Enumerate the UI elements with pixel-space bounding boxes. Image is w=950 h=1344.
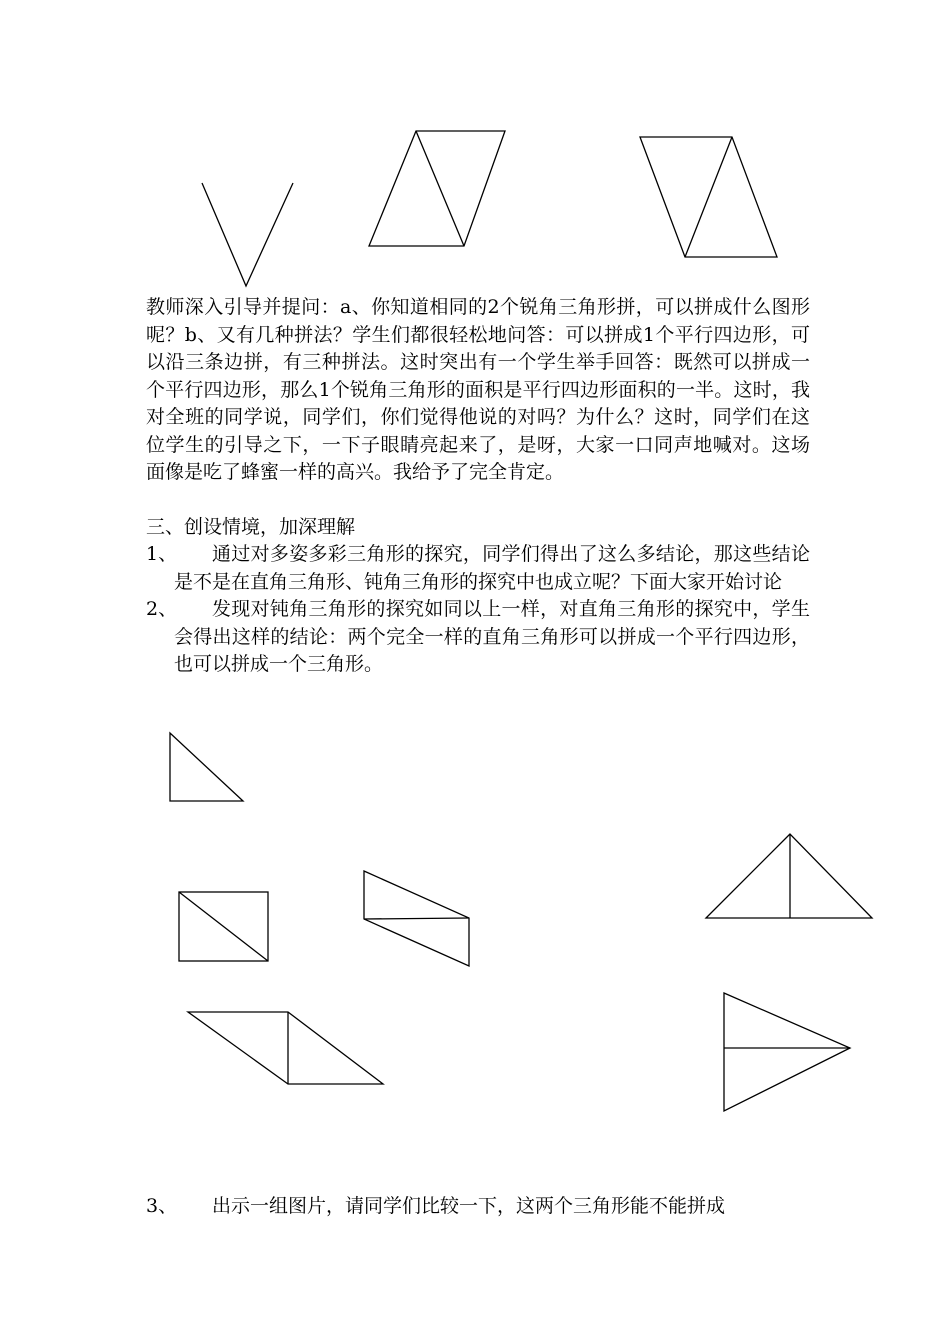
right-isosceles-triangle [706, 834, 872, 918]
list-item-1-number: 1、 [146, 543, 178, 565]
right-triangle [170, 733, 243, 801]
right-parallelogram-horizontal [188, 1012, 383, 1084]
right-triangle-pointing-right [724, 993, 850, 1111]
list-item-1-text: 通过对多姿多彩三角形的探究，同学们得出了这么多结论，那这些结论是不是在直角三角形、钝角三角形的探究中也成立呢？下面大家开始讨论 [174, 543, 810, 593]
list-item-3-text: 出示一组图片，请同学们比较一下，这两个三角形能不能拼成 [212, 1195, 726, 1217]
list-item-2-text: 发现对钝角三角形的探究如同以上一样，对直角三角形的探究中，学生会得出这样的结论：两个完全一样的直角三角形可以拼成一个平行四边形，也可以拼成一个三角形。 [174, 598, 810, 675]
list-item-2-number: 2、 [146, 598, 178, 620]
paragraph-teacher-guidance: 教师深入引导并提问：a、你知道相同的2个锐角三角形拼，可以拼成什么图形呢？b、又有几种拼法？学生们都很轻松地问答：可以拼成1个平行四边形，可以沿三条边拼，有三种拼法。这时突出有一个学生举手回答：既然可以拼成一个平行四边形，那么1个锐角三角形的面积是平行四边形面积的一半。这时，我对全班的同学说，同学们，你们觉得他说的对吗？为什么？这时，同学们在这位学生的引导之下，一下子眼睛亮起来了，是呀，大家一口同声地喊对。这场面像是吃了蜂蜜一样的高兴。我给予了完全肯定。 [146, 296, 810, 483]
list-item-3 [146, 1193, 810, 1221]
list-item-3-number: 3、 [146, 1195, 178, 1217]
right-rectangle-diagonal [179, 892, 268, 961]
acute-parallelogram-right [369, 131, 505, 246]
section-heading: 三、创设情境，加深理解 [146, 516, 356, 538]
acute-parallelogram-right-diagonal [416, 131, 464, 246]
right-parallelogram-vertical-divider [364, 918, 469, 919]
list-item-2 [146, 596, 810, 679]
acute-parallelogram-left-diagonal [685, 137, 732, 257]
list-item-1 [146, 541, 810, 596]
acute-triangle-v-shape [202, 183, 293, 286]
